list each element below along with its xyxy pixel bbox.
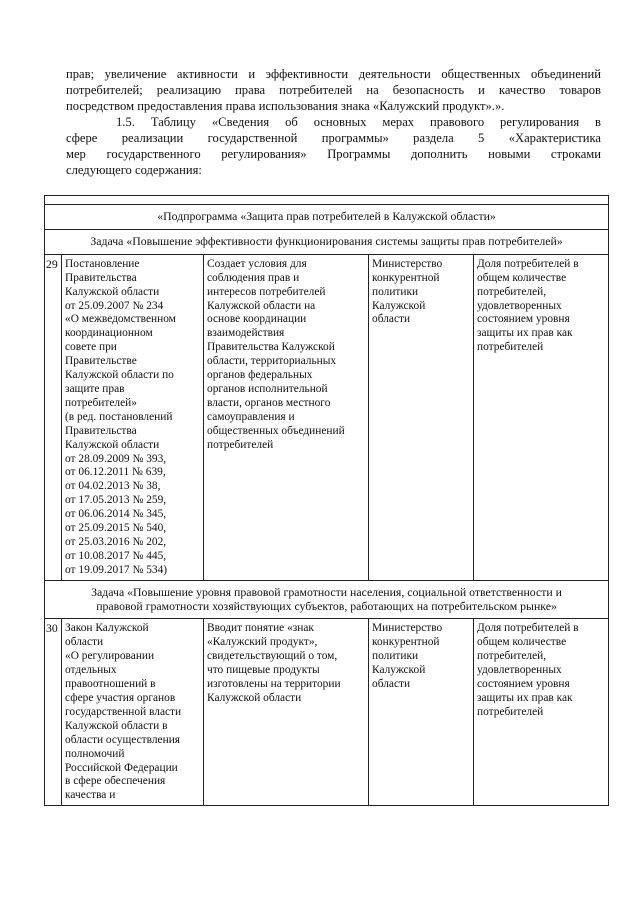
- cell-text-line: правовой грамотности хозяйствующих субъектов, работающих на потребительском рынке»: [96, 598, 557, 613]
- cell-text-line: защиты их прав как: [477, 692, 573, 704]
- cell-text-line: от 06.12.2011 № 639,: [65, 466, 166, 479]
- cell-text-line: от 25.09.2015 № 540,: [65, 522, 167, 535]
- cell-text-line: власти, органов местного: [207, 396, 331, 409]
- cell-text-line: конкурентной: [372, 636, 440, 649]
- cell-text-line: полномочий: [65, 747, 125, 760]
- cell-text-line: Создает условия для: [207, 257, 307, 270]
- task-heading-2: [45, 580, 609, 619]
- cell-text-line: Калужской области на: [207, 299, 316, 312]
- legal-act-cell: [62, 619, 204, 806]
- cell-text-line: общественных объединений: [207, 424, 345, 437]
- cell-text-line: от 04.02.2013 № 38,: [65, 480, 161, 493]
- row-number: 29: [45, 254, 62, 580]
- cell-text-line: «О регулировании: [65, 650, 155, 663]
- cell-text-line: общем количестве: [477, 636, 567, 649]
- measure-content-cell: [204, 619, 369, 806]
- text-line: следующего содержания:: [66, 163, 202, 177]
- cell-text-line: потребителей,: [477, 650, 547, 663]
- cell-text-line: потребителей: [207, 438, 274, 451]
- cell-text-line: области: [65, 636, 104, 649]
- measures-table: [44, 195, 609, 806]
- cell-text-line: координационном: [65, 327, 153, 340]
- cell-text-line: области, территориальных: [207, 355, 337, 368]
- measure-content-cell: [204, 254, 369, 580]
- cell-text-line: интересов потребителей: [207, 285, 326, 298]
- cell-text-line: потребителей»: [65, 396, 137, 409]
- cell-text-line: «О межведомственном: [65, 313, 176, 326]
- intro-paragraph-2: [66, 114, 601, 178]
- cell-text-line: правоотношений в: [65, 678, 156, 691]
- cell-text-line: Калужской области в: [65, 719, 168, 732]
- cell-text-line: потребителей: [477, 341, 544, 354]
- subprogram-header-row: [45, 205, 609, 230]
- cell-text-line: удовлетворенных: [477, 664, 562, 677]
- cell-text-line: защите прав: [65, 382, 125, 395]
- cell-text-line: изготовлены на территории: [207, 678, 341, 691]
- cell-text-line: конкурентной: [372, 271, 440, 284]
- cell-text-line: от 28.09.2009 № 393,: [65, 452, 167, 465]
- cell-text-line: политики: [372, 650, 419, 663]
- task-row: [45, 580, 609, 619]
- task-row: [45, 229, 609, 254]
- executor-cell: [369, 619, 474, 806]
- executor-cell: [369, 254, 474, 580]
- cell-text-line: области: [372, 678, 411, 691]
- cell-text-line: от 06.06.2014 № 345,: [65, 508, 167, 521]
- cell-text-line: Доля потребителей в: [477, 622, 579, 635]
- cell-text-line: органов федеральных: [207, 369, 313, 382]
- indicator-cell: [474, 254, 609, 580]
- cell-text-line: состоянием уровня: [477, 678, 570, 691]
- cell-text-line: Доля потребителей в: [477, 257, 579, 270]
- cell-text-line: Калужской области по: [65, 369, 174, 382]
- cell-text-line: Постановление: [65, 257, 140, 270]
- cell-text-line: Калужской области: [207, 692, 302, 704]
- row-number: 30: [45, 619, 62, 806]
- cell-text-line: Закон Калужской: [65, 622, 149, 635]
- text-line: потребителей; реализацию права потребителей на безопасность и качество товаров: [66, 83, 601, 97]
- cell-text-line: Правительстве: [65, 355, 137, 368]
- text-line: прав; увеличение активности и эффективности деятельности общественных объединений: [66, 67, 601, 81]
- intro-paragraph-1: [66, 66, 601, 114]
- subprogram-header: «Подпрограмма «Защита прав потребителей в Калужской области»: [45, 205, 609, 230]
- cell-text-line: органов исполнительной: [207, 382, 328, 395]
- cell-text-line: в сфере обеспечения: [65, 775, 166, 788]
- task-heading-1: Задача «Повышение эффективности функционирования системы защиты прав потребителей»: [45, 229, 609, 254]
- table-row: [45, 619, 609, 806]
- cell-text-line: сфере участия органов: [65, 692, 176, 704]
- text-line: сфере реализации государственной программы» раздела 5 «Характеристика: [66, 131, 601, 145]
- cell-text-line: государственной власти: [65, 705, 182, 718]
- table-row: [45, 254, 609, 580]
- cell-text-line: Калужской области: [65, 438, 160, 451]
- cell-text-line: (в ред. постановлений: [65, 410, 173, 423]
- cell-text-line: соблюдения прав и: [207, 271, 300, 284]
- cell-text-line: защиты их прав как: [477, 327, 573, 340]
- cell-text-line: от 19.09.2017 № 534): [65, 563, 168, 576]
- cell-text-line: потребителей: [477, 705, 544, 718]
- text-line: 1.5. Таблицу «Сведения об основных мерах правового регулирования в: [116, 115, 601, 129]
- cell-text-line: Правительства: [65, 424, 137, 437]
- cell-text-line: свидетельствующий о том,: [207, 650, 338, 663]
- cell-text-line: что пищевые продукты: [207, 664, 320, 677]
- indicator-cell: [474, 619, 609, 806]
- cell-text-line: взаимодействия: [207, 327, 285, 340]
- cell-text-line: области: [372, 313, 411, 326]
- cell-text-line: от 25.09.2007 № 234: [65, 299, 164, 312]
- cell-text-line: от 10.08.2017 № 445,: [65, 549, 167, 562]
- cell-text-line: общем количестве: [477, 271, 567, 284]
- cell-text-line: отдельных: [65, 664, 117, 677]
- cell-text-line: Российской Федерации: [65, 761, 178, 774]
- cell-text-line: удовлетворенных: [477, 299, 562, 312]
- cell-text-line: от 25.03.2016 № 202,: [65, 535, 167, 548]
- cell-text-line: самоуправления и: [207, 410, 295, 423]
- cell-text-line: области осуществления: [65, 733, 181, 746]
- cell-text-line: политики: [372, 285, 419, 298]
- cell-text-line: Задача «Повышение уровня правовой грамотности населения, социальной ответственности и: [91, 584, 562, 599]
- cell-text-line: потребителей,: [477, 285, 547, 298]
- cell-text-line: Калужской: [372, 299, 426, 312]
- cell-text-line: Вводит понятие «знак: [207, 622, 314, 635]
- text-line: посредством предоставления права использования знака «Калужский продукт».».: [66, 99, 505, 113]
- cell-text-line: Правительства Калужской: [207, 341, 335, 354]
- cell-text-line: Правительства: [65, 271, 137, 284]
- cell-text-line: основе координации: [207, 313, 307, 326]
- cell-text-line: Калужской области: [65, 285, 160, 298]
- intro-text: [66, 66, 601, 178]
- cell-text-line: качества и: [65, 789, 116, 802]
- cell-text-line: от 17.05.2013 № 259,: [65, 494, 167, 507]
- legal-act-cell: [62, 254, 204, 580]
- cell-text-line: Калужской: [372, 664, 426, 677]
- cell-text-line: Министерство: [372, 622, 443, 635]
- text-line: мер государственного регулирования» Программы дополнить новыми строками: [66, 147, 601, 161]
- cell-text-line: Министерство: [372, 257, 443, 270]
- cell-text-line: совете при: [65, 341, 117, 354]
- cell-text-line: состоянием уровня: [477, 313, 570, 326]
- table-spacer-row: [45, 196, 609, 205]
- cell-text-line: «Калужский продукт»,: [207, 636, 318, 649]
